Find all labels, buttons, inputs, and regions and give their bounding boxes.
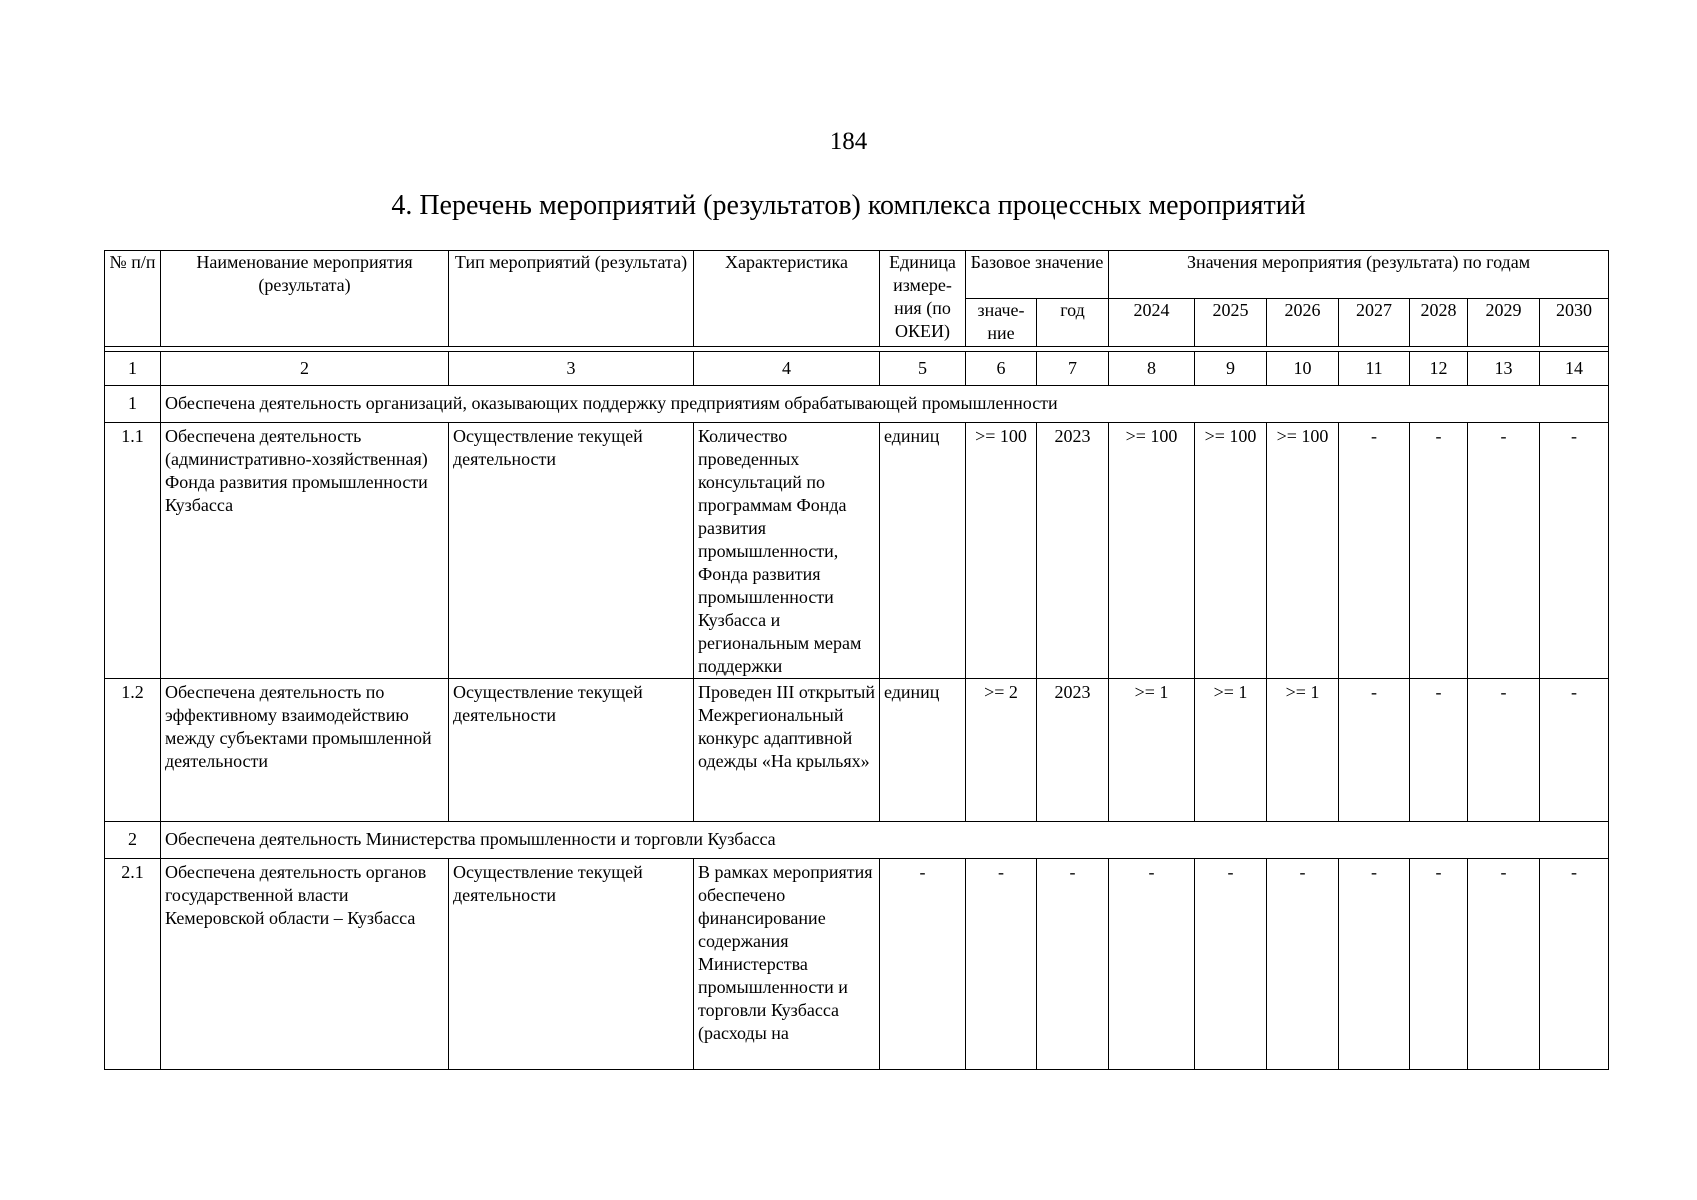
column-number: 14 — [1540, 352, 1609, 386]
table-row — [105, 423, 1609, 679]
section-title: Обеспечена деятельность Министерства промышленности и торговли Кузбасса — [161, 822, 1609, 859]
column-number: 11 — [1339, 352, 1410, 386]
row-num: 2.1 — [105, 859, 161, 1070]
row-value: >= 100 — [1267, 423, 1339, 679]
header-year: 2024 — [1109, 299, 1195, 347]
row-value: - — [1468, 423, 1540, 679]
row-name: Обеспечена деятельность по эффективному взаимодействию между субъектами промышленной деятельности — [161, 679, 449, 822]
row-base-year: - — [1037, 859, 1109, 1070]
row-type: Осуществление текущей деятельности — [449, 679, 694, 822]
header-base-year: год — [1037, 299, 1109, 347]
section-row — [105, 822, 1609, 859]
row-unit: единиц — [880, 679, 966, 822]
row-type: Осуществление текущей деятельности — [449, 423, 694, 679]
row-value: - — [1410, 859, 1468, 1070]
column-number: 12 — [1410, 352, 1468, 386]
row-value: - — [1339, 859, 1410, 1070]
row-base-year: 2023 — [1037, 679, 1109, 822]
row-value: - — [1195, 859, 1267, 1070]
section-row — [105, 386, 1609, 423]
column-number: 7 — [1037, 352, 1109, 386]
row-num: 1.1 — [105, 423, 161, 679]
row-characteristic: Проведен III открытый Межрегиональный конкурс адаптивной одежды «На крыльях» — [694, 679, 880, 822]
row-value: - — [1109, 859, 1195, 1070]
row-value: - — [1468, 679, 1540, 822]
section-num: 1 — [105, 386, 161, 423]
table-row — [105, 679, 1609, 822]
column-number: 3 — [449, 352, 694, 386]
row-value: - — [1339, 679, 1410, 822]
header-values-by-year: Значения мероприятия (результата) по годам — [1109, 251, 1609, 299]
section-title: Обеспечена деятельность организаций, оказывающих поддержку предприятиям обрабатывающей промышленности — [161, 386, 1609, 423]
header-year: 2029 — [1468, 299, 1540, 347]
row-base-value: >= 100 — [966, 423, 1037, 679]
row-name: Обеспечена деятельность органов государственной власти Кемеровской области – Кузбасса — [161, 859, 449, 1070]
header-year: 2025 — [1195, 299, 1267, 347]
header-base-value: значе-ние — [966, 299, 1037, 347]
row-value: - — [1410, 423, 1468, 679]
row-base-value: >= 2 — [966, 679, 1037, 822]
document-title: 4. Перечень мероприятий (результатов) комплекса процессных мероприятий — [391, 190, 1306, 221]
row-unit: единиц — [880, 423, 966, 679]
row-name: Обеспечена деятельность (административно-хозяйственная) Фонда развития промышленности Кузбасса — [161, 423, 449, 679]
column-number: 13 — [1468, 352, 1540, 386]
column-number: 5 — [880, 352, 966, 386]
row-num: 1.2 — [105, 679, 161, 822]
row-base-value: - — [966, 859, 1037, 1070]
column-number: 2 — [161, 352, 449, 386]
header-name: Наименование мероприятия (результата) — [161, 251, 449, 347]
row-type: Осуществление текущей деятельности — [449, 859, 694, 1070]
column-number-row — [105, 352, 1609, 386]
row-value: - — [1540, 679, 1609, 822]
column-number: 6 — [966, 352, 1037, 386]
header-year: 2026 — [1267, 299, 1339, 347]
header-base: Базовое значение — [966, 251, 1109, 299]
header-type: Тип мероприятий (результата) — [449, 251, 694, 347]
header-year: 2028 — [1410, 299, 1468, 347]
column-number: 8 — [1109, 352, 1195, 386]
row-value: - — [1339, 423, 1410, 679]
row-value: >= 1 — [1109, 679, 1195, 822]
row-value: >= 1 — [1195, 679, 1267, 822]
row-value: - — [1468, 859, 1540, 1070]
row-unit: - — [880, 859, 966, 1070]
row-value: - — [1410, 679, 1468, 822]
column-number: 1 — [105, 352, 161, 386]
header-year: 2027 — [1339, 299, 1410, 347]
header-unit: Единица измере-ния (по ОКЕИ) — [880, 251, 966, 347]
header-num: № п/п — [105, 251, 161, 347]
row-value: >= 1 — [1267, 679, 1339, 822]
table-row — [105, 859, 1609, 1070]
row-characteristic: Количество проведенных консультаций по программам Фонда развития промышленности, Фонда развития промышленности Кузбасса и региональным мерам поддержки — [694, 423, 880, 679]
events-table — [104, 250, 1609, 1070]
page-number: 184 — [829, 128, 868, 155]
row-value: - — [1540, 423, 1609, 679]
row-value: - — [1540, 859, 1609, 1070]
header-characteristic: Характеристика — [694, 251, 880, 347]
column-number: 9 — [1195, 352, 1267, 386]
row-value: >= 100 — [1195, 423, 1267, 679]
column-number: 10 — [1267, 352, 1339, 386]
column-number: 4 — [694, 352, 880, 386]
row-characteristic: В рамках мероприятия обеспечено финансирование содержания Министерства промышленности и торговли Кузбасса (расходы на — [694, 859, 880, 1070]
header-year: 2030 — [1540, 299, 1609, 347]
section-num: 2 — [105, 822, 161, 859]
row-value: >= 100 — [1109, 423, 1195, 679]
row-base-year: 2023 — [1037, 423, 1109, 679]
row-value: - — [1267, 859, 1339, 1070]
